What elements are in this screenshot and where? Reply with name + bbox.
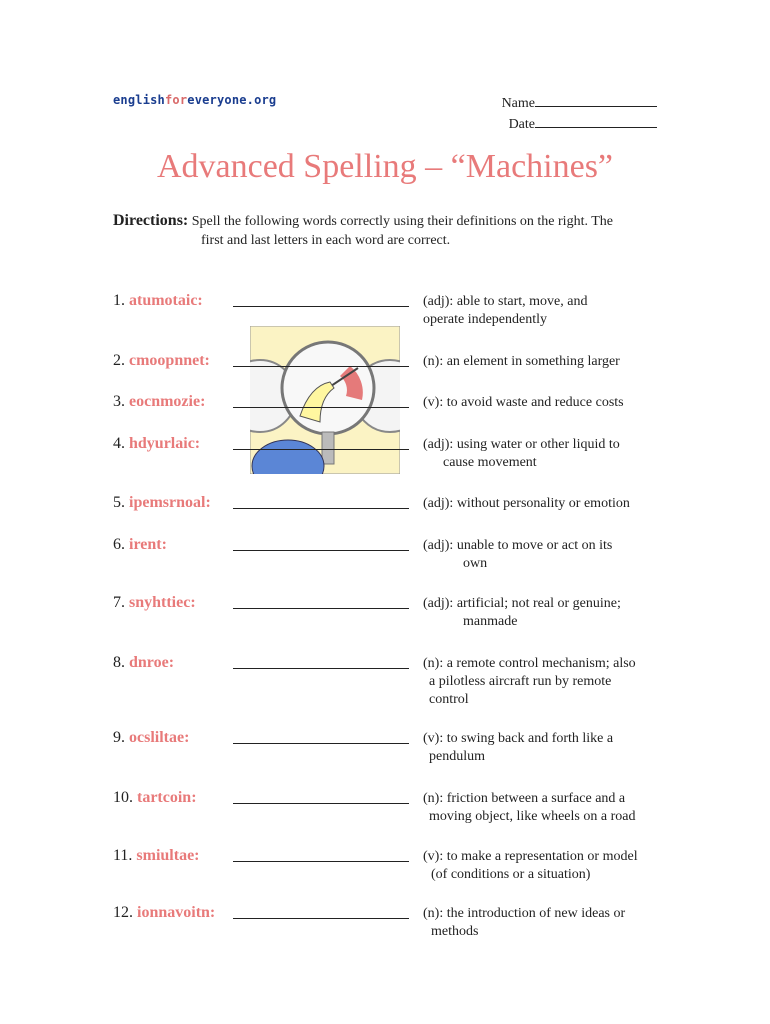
list-item: 10. tartcoin: (n): friction between a surface and a moving object, like wheels on a road xyxy=(113,789,636,824)
answer-blank[interactable] xyxy=(233,608,409,609)
list-item: 12. ionnavoitn: (n): the introduction of new ideas or methods xyxy=(113,904,626,939)
name-date-block xyxy=(502,93,657,135)
list-item: 2. cmoopnnet: (n): an element in something larger xyxy=(113,352,620,369)
answer-blank[interactable] xyxy=(233,508,409,509)
answer-blank[interactable] xyxy=(233,918,409,919)
list-item: 1. atumotaic: (adj): able to start, move, and operate independently xyxy=(113,292,588,327)
list-item: 5. ipemsrnoal: (adj): without personality or emotion xyxy=(113,494,630,511)
answer-blank[interactable] xyxy=(233,861,409,862)
list-item: 4. hdyurlaic: (adj): using water or other liquid to cause movement xyxy=(113,435,620,470)
page-title: Advanced Spelling – “Machines” xyxy=(156,148,614,185)
answer-blank[interactable] xyxy=(233,407,409,408)
list-item: 11. smiultae: (v): to make a representation or model (of conditions or a situation) xyxy=(113,847,638,882)
name-field[interactable]: Name xyxy=(502,93,657,114)
answer-blank[interactable] xyxy=(233,366,409,367)
directions: Directions: Spell the following words correctly using their definitions on the right. The first and last letters in each word are correct. xyxy=(113,212,613,248)
answer-blank[interactable] xyxy=(233,550,409,551)
list-item: 6. irent: (adj): unable to move or act on its own xyxy=(113,536,613,571)
answer-blank[interactable] xyxy=(233,743,409,744)
directions-label: Directions: xyxy=(113,212,189,229)
list-item: 8. dnroe: (n): a remote control mechanism; also a pilotless aircraft run by remote control xyxy=(113,654,636,707)
site-brand: englishforeveryone.org xyxy=(113,93,277,107)
list-item: 9. ocsliltae: (v): to swing back and forth like a pendulum xyxy=(113,729,614,764)
answer-blank[interactable] xyxy=(233,668,409,669)
answer-blank[interactable] xyxy=(233,449,409,450)
list-item: 7. snyhttiec: (adj): artificial; not real or genuine; manmade xyxy=(113,594,621,629)
answer-blank[interactable] xyxy=(233,803,409,804)
answer-blank[interactable] xyxy=(233,306,409,307)
list-item: 3. eocnmozie: (v): to avoid waste and reduce costs xyxy=(113,393,624,410)
date-field[interactable]: Date xyxy=(502,114,657,135)
